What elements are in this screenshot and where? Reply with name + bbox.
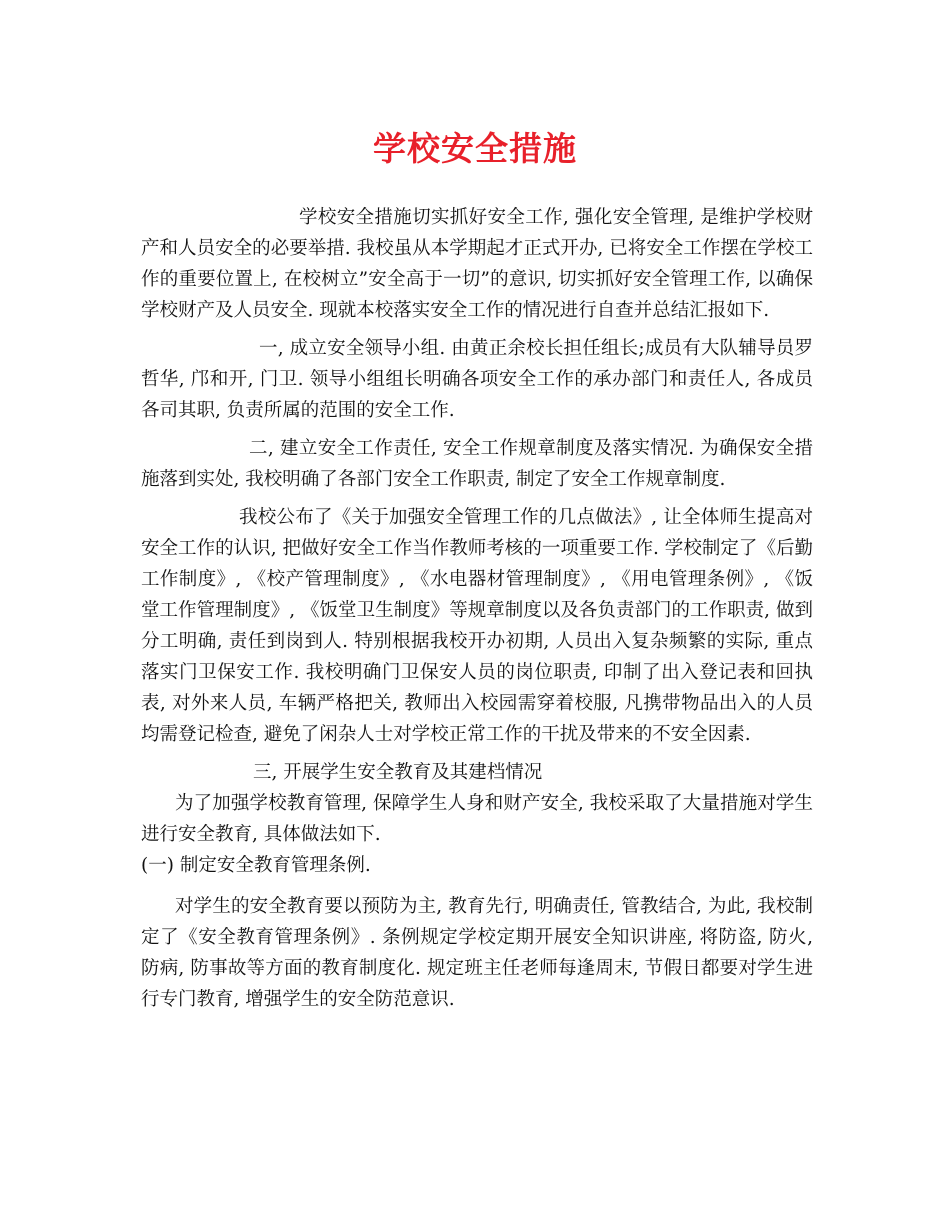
paragraph-education-rules: 对学生的安全教育要以预防为主, 教育先行, 明确责任, 管教结合, 为此, 我校制定了《安全教育管理条例》. 条例规定学校定期开展安全知识讲座, 将防盗, 防火, 防病, 防事故等方面的教育制度化. 规定班主任老师每逢周末, 节假日都要对学生进行专门教育, 增强学生的安全防范意识. [141, 896, 813, 1010]
document-title: 学校安全措施 [373, 129, 577, 168]
paragraph-regulations: 我校公布了《关于加强安全管理工作的几点做法》, 让全体师生提高对安全工作的认识, 把做好安全工作当作教师考核的一项重要工作. 学校制定了《后勤工作制度》, 《校产管理制度》, 《水电器材管理制度》, 《用电管理条例》, 《饭堂工作管理制度》, 《饭堂卫生制度》等规章制度以及各负责部门的工作职责, 做到分工明确, 责任到岗到人. 特别根据我校开办初期, 人员出入复杂频繁的实际, 重点落实门卫保安工作. 我校明确门卫保安人员的岗位职责, 印制了出入登记表和回执表, 对外来人员, 车辆严格把关, 教师出入校园需穿着校服, 凡携带物品出入的人员均需登记检查, 避免了闲杂人士对学校正常工作的干扰及带来的不安全因素. [141, 507, 813, 745]
paragraph-intro: 学校安全措施切实抓好安全工作, 强化安全管理, 是维护学校财产和人员安全的必要举措. 我校虽从本学期起才正式开办, 已将安全工作摆在学校工作的重要位置上, 在校树立”安全高于一切”的意识, 切实抓好安全管理工作, 以确保学校财产及人员安全. 现就本校落实安全工作的情况进行自查并总结汇报如下. [141, 207, 813, 321]
document-body [141, 202, 813, 1015]
paragraph-section-3: 三, 开展学生安全教育及其建档情况 [253, 762, 543, 783]
paragraph-subsection-1: (一) 制定安全教育管理条例. [141, 855, 371, 876]
paragraph-section-1: 一, 成立安全领导小组. 由黄正余校长担任组长;成员有大队辅导员罗哲华, 邝和开, 门卫. 领导小组组长明确各项安全工作的承办部门和责任人, 各成员各司其职, 负责所属的范围的安全工作. [141, 338, 813, 421]
paragraph-section-2: 二, 建立安全工作责任, 安全工作规章制度及落实情况. 为确保安全措施落到实处, 我校明确了各部门安全工作职责, 制定了安全工作规章制度. [141, 438, 813, 490]
paragraph-education-intro: 为了加强学校教育管理, 保障学生人身和财产安全, 我校采取了大量措施对学生进行安全教育, 具体做法如下. [141, 793, 813, 845]
